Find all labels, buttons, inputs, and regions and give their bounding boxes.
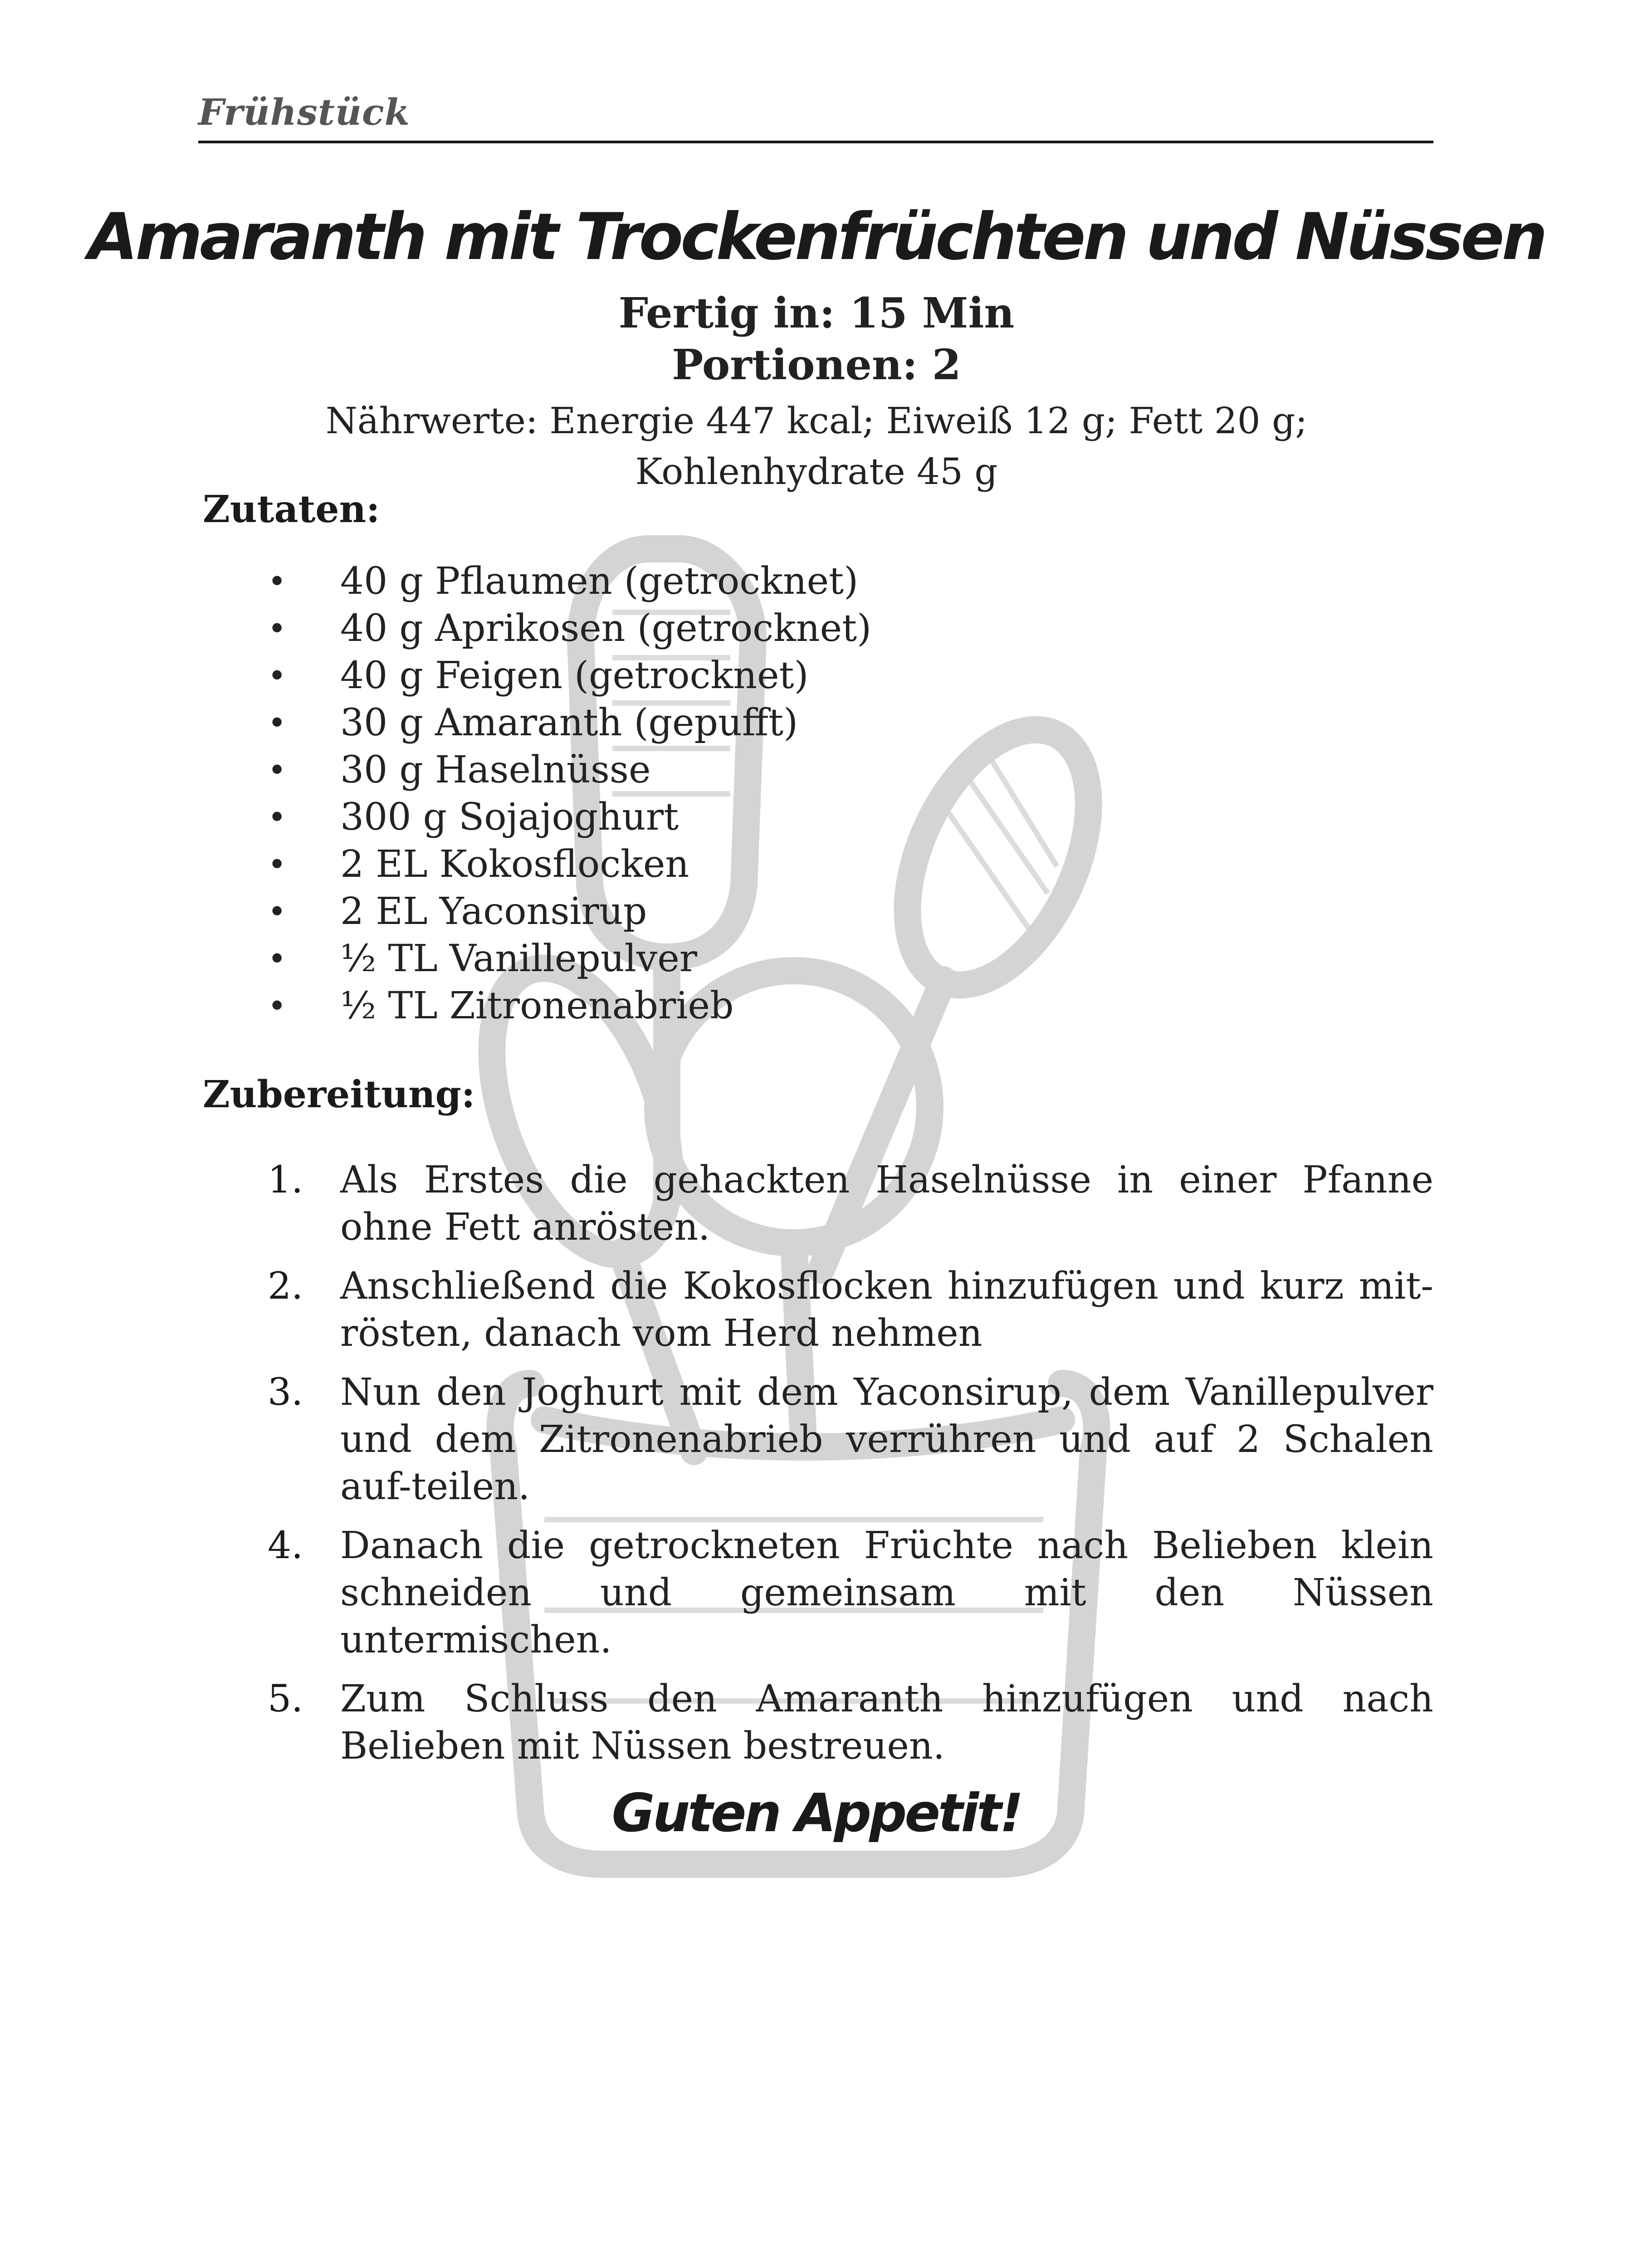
step-text: Als Erstes die gehackten Haselnüsse in einer Pfanne ohne Fett anrösten. [340,1158,1433,1249]
step-number: 1. [268,1158,303,1202]
bullet-icon: • [268,940,287,978]
step-number: 3. [268,1371,303,1414]
portions: Portionen: 2 [672,340,961,389]
list-item: • ½ TL Vanillepulver [268,935,1447,982]
list-item [268,1157,1433,1251]
list-item [268,1522,1433,1664]
step-text: Zum Schluss den Amaranth hinzufügen und nach Belieben mit Nüssen bestreuen. [340,1677,1433,1768]
step-number: 5. [268,1677,303,1721]
bullet-icon: • [268,893,287,930]
list-item: • ½ TL Zitronenabrieb [268,982,1447,1030]
ingredients-heading: Zutaten: [203,488,380,531]
step-number: 2. [268,1265,303,1308]
list-item: • 300 g Sojajoghurt [268,794,1447,841]
bullet-icon: • [268,704,287,742]
list-item [268,1263,1433,1357]
step-text: Danach die getrockneten Früchte nach Belieben klein schneiden und gemeinsam mit den Nüssen untermischen. [340,1524,1433,1662]
step-text: Anschließend die Kokosflocken hinzufügen und kurz mit-rösten, danach vom Herd nehmen [340,1265,1433,1355]
nutrition-line-2: Kohlenhydrate 45 g [635,450,998,493]
preparation-heading: Zubereitung: [203,1073,475,1116]
list-item [268,1676,1433,1770]
bullet-icon: • [268,846,287,883]
bullet-icon: • [268,987,287,1025]
bullet-icon: • [268,752,287,789]
nutrition-info [254,396,1379,497]
header-divider [198,141,1433,143]
list-item: • 40 g Pflaumen (getrocknet) [268,558,1447,605]
recipe-title: Amaranth mit Trockenfrüchten und Nüssen [88,200,1545,274]
prep-time: Fertig in: 15 Min [618,288,1015,337]
list-item: • 2 EL Yaconsirup [268,888,1447,935]
step-number: 4. [268,1524,303,1567]
preparation-steps [268,1157,1433,1782]
step-text: Nun den Joghurt mit dem Yaconsirup, dem Vanillepulver und dem Zitronenabrieb verrühren und auf 2 Schalen auf-teilen. [340,1371,1433,1508]
list-item [268,1369,1433,1510]
running-head-section: Frühstück [198,91,411,133]
bullet-icon: • [268,563,287,600]
list-item: • 30 g Amaranth (gepufft) [268,699,1447,747]
list-item: • 2 EL Kokosflocken [268,841,1447,888]
list-item: • 40 g Aprikosen (getrocknet) [268,605,1447,652]
ingredients-list [268,558,1447,1030]
list-item: • 30 g Haselnüsse [268,747,1447,794]
bullet-icon: • [268,657,287,694]
list-item: • 40 g Feigen (getrocknet) [268,652,1447,699]
bullet-icon: • [268,610,287,647]
nutrition-line-1: Nährwerte: Energie 447 kcal; Eiweiß 12 g; Fett 20 g; [325,400,1308,442]
closing-phrase: Guten Appetit! [611,1783,1022,1844]
bullet-icon: • [268,799,287,836]
